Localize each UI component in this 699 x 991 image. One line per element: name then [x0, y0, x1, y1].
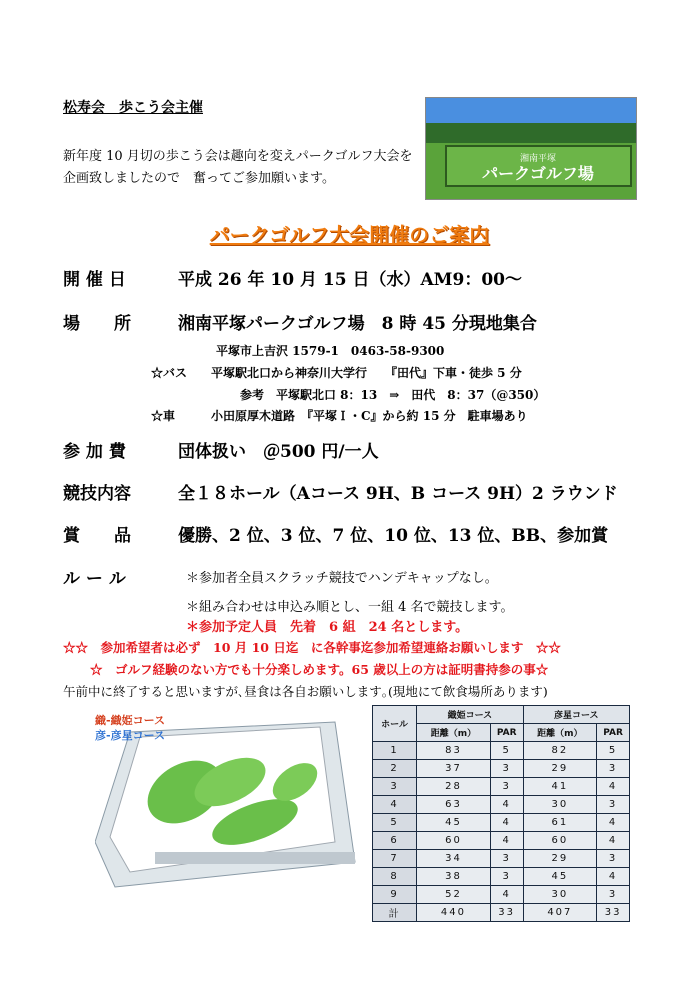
lunch-note: 午前中に終了すると思いますが､昼食は各自お願いします｡(現地にて飲食場所あります)	[63, 684, 548, 699]
table-row: 7 34 3 29 3	[373, 850, 630, 868]
table-row: 6 60 4 60 4	[373, 832, 630, 850]
intro-text: 新年度 10 月切の歩こう会は趣向を変えパークゴルフ大会を企画致しましたので 奮ってご参加願います。	[63, 149, 413, 186]
hole-header: ホール	[373, 706, 417, 742]
notice-deadline: ☆☆ 参加希望者は必ず 10 月 10 日迄 に各幹事迄参加希望連絡お願いします ☆☆	[63, 640, 561, 655]
rules-label: ル ー ル	[63, 569, 126, 589]
course-b-header: 彦星コース	[523, 706, 629, 724]
rules-line2: ＊組み合わせは申込み順とし、一組 4 名で競技します。	[186, 600, 514, 615]
place-value: 湘南平塚パークゴルフ場 8 時 45 分現地集合	[178, 314, 537, 334]
table-row: 9 52 4 30 3	[373, 886, 630, 904]
par-header-b: PAR	[597, 724, 630, 742]
place-address: 平塚市上吉沢 1579-1 0463-58-9300	[216, 344, 445, 358]
table-row: 5 45 4 61 4	[373, 814, 630, 832]
course-map	[95, 712, 370, 890]
table-row: 3 28 3 41 4	[373, 778, 630, 796]
photo-sign-small: 湘南平塚	[519, 154, 557, 164]
map-legend-1: 織-織姫コース	[95, 714, 166, 727]
distance-header-b: 距離（m）	[523, 724, 597, 742]
date-label: 開 催 日	[63, 270, 126, 290]
table-row-total: 計 440 33 407 33	[373, 904, 630, 922]
fee-label: 参 加 費	[63, 442, 126, 462]
par-header-a: PAR	[490, 724, 523, 742]
content-value: 全１８ホール（Aコース 9H、B コース 9H）2 ラウンド	[178, 484, 618, 504]
place-car: ☆車 小田原厚木道路 『平塚Ｉ・C』から約 15 分 駐車場あり	[151, 409, 528, 423]
place-label: 場 所	[63, 314, 131, 334]
main-title: パークゴルフ大会開催のご案内	[209, 223, 490, 247]
table-row: 4 63 4 30 3	[373, 796, 630, 814]
rules-line3: ＊参加予定人員 先着 6 組 24 名とします。	[186, 620, 469, 635]
table-row: 8 38 3 45 4	[373, 868, 630, 886]
table-row: 2 37 3 29 3	[373, 760, 630, 778]
park-photo	[425, 97, 637, 200]
prizes-label: 賞 品	[63, 526, 131, 546]
fee-value: 団体扱い ＠500 円/一人	[178, 442, 379, 462]
distance-header-a: 距離（m）	[417, 724, 491, 742]
organizer: 松寿会 歩こう会主催	[63, 100, 203, 116]
course-a-header: 織姫コース	[417, 706, 523, 724]
rules-line1: ＊参加者全員スクラッチ競技でハンデキャップなし。	[186, 571, 498, 586]
prizes-value: 優勝、2 位、3 位、7 位、10 位、13 位、BB、参加賞	[178, 526, 609, 546]
score-table	[372, 705, 630, 922]
date-value: 平成 26 年 10 月 15 日（水）AM9：00～	[178, 270, 522, 290]
table-row: 1 83 5 82 5	[373, 742, 630, 760]
photo-sign-large: パークゴルフ場	[482, 164, 594, 183]
place-bus-ref: 参考 平塚駅北口 8：13 ⇒ 田代 8：37（@350）	[240, 388, 546, 402]
content-label: 競技内容	[63, 484, 131, 504]
notice-beginners: ☆ ゴルフ経験のない方でも十分楽しめます。65 歳以上の方は証明書持参の事☆	[90, 662, 549, 677]
map-legend-2: 彦-彦星コース	[95, 729, 166, 742]
place-bus: ☆バス 平塚駅北口から神奈川大学行 『田代』下車・徒歩 5 分	[151, 366, 522, 380]
